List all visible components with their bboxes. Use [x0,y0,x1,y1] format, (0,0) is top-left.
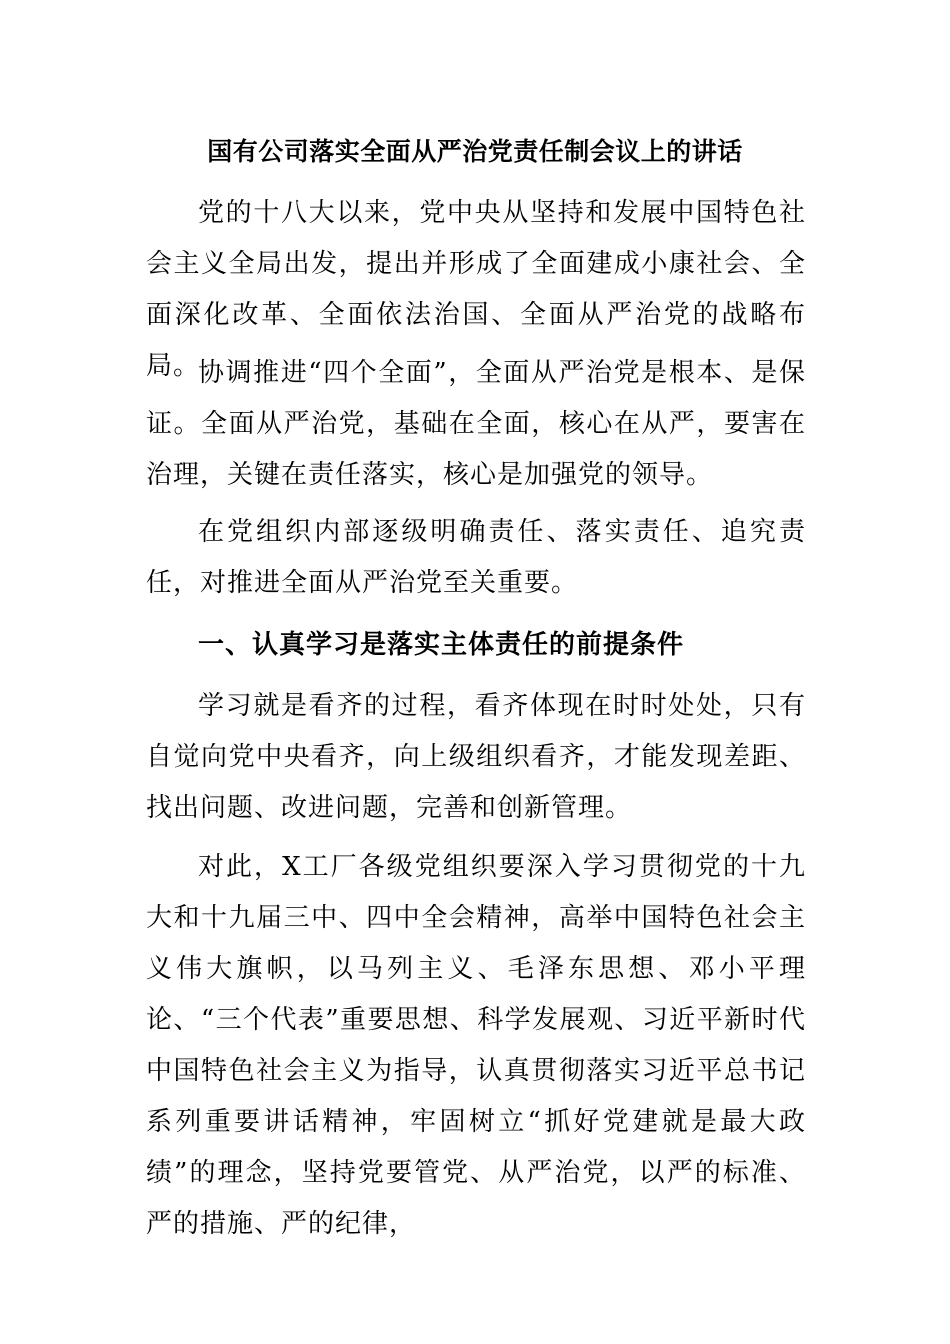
body-paragraph-1: 党的十八大以来，党中央从坚持和发展中国特色社会主义全局出发，提出并形成了全面建成小康社会、全面深化改革、全面依法治国、全面从严治党的战略布局。 [146,198,806,381]
section1-paragraph-1: 学习就是看齐的过程，看齐体现在时时处处，只有自觉向党中央看齐，向上级组织看齐，才能发现差距、找出问题、改进问题，完善和创新管理。 [146,691,806,823]
document-title: 国有公司落实全面从严治党责任制会议上的讲话 [207,137,743,166]
section-heading-1: 一、认真学习是落实主体责任的前提条件 [198,630,685,660]
section1-paragraph-2: 对此，X工厂各级党组织要深入学习贯彻党的十九大和十九届三中、四中全会精神，高举中国特色社会主义伟大旗帜，以马列主义、毛泽东思想、邓小平理论、“三个代表”重要思想、科学发展观、习近平新时代中国特色社会主义为指导，认真贯彻落实习近平总书记系列重要讲话精神，牢固树立“抓好党建就是最大政绩”的理念，坚持党要管党、从严治党，以严的标准、严的措施、严的纪律， [146,852,806,1239]
body-paragraph-3: 在党组织内部逐级明确责任、落实责任、追究责任，对推进全面从严治党至关重要。 [146,517,806,598]
body-paragraph-2: 协调推进“四个全面”，全面从严治党是根本、是保证。全面从严治党，基础在全面，核心在从严，要害在治理，关键在责任落实，核心是加强党的领导。 [146,358,806,490]
